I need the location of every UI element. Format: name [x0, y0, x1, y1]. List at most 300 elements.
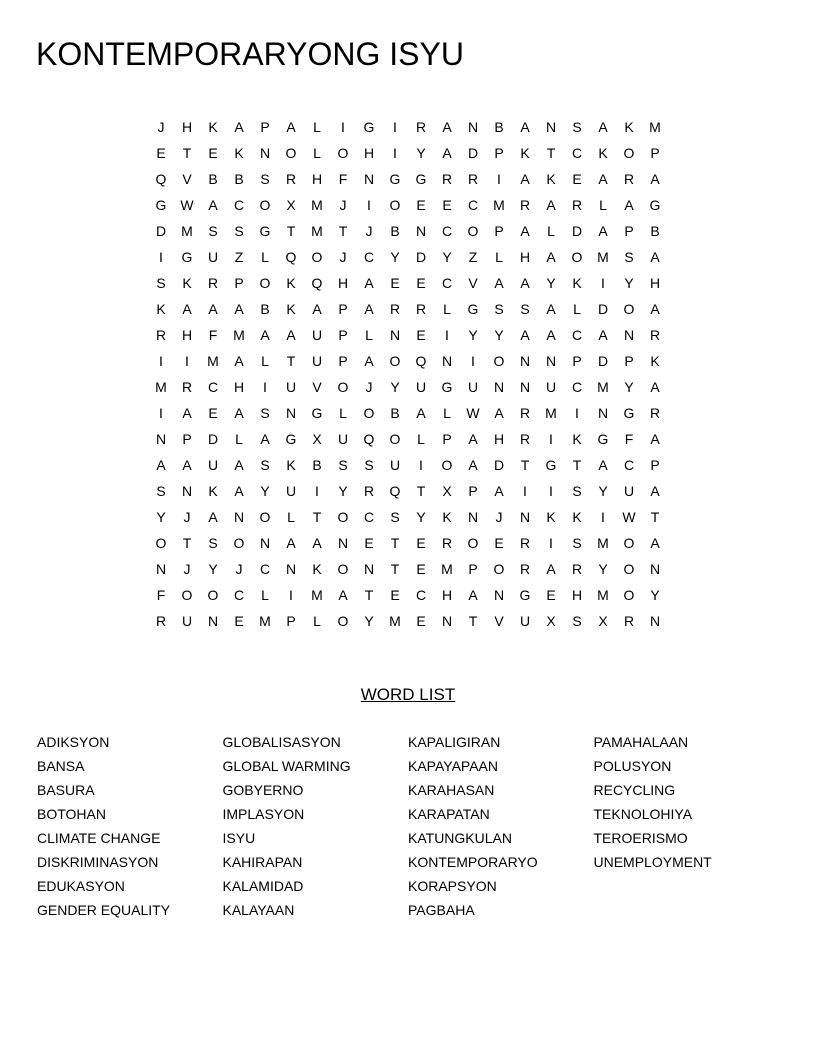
grid-letter: N	[259, 145, 271, 161]
grid-letter: N	[285, 561, 297, 577]
grid-letter: M	[233, 327, 245, 343]
grid-letter: H	[519, 249, 531, 265]
grid-letter: O	[363, 405, 375, 421]
word-list-item: KONTEMPORARYO	[408, 854, 538, 870]
grid-letter: H	[571, 587, 583, 603]
grid-letter: L	[547, 223, 555, 239]
grid-letter: S	[520, 301, 530, 317]
grid-letter: K	[598, 145, 608, 161]
grid-letter: T	[338, 223, 348, 239]
grid-letter: U	[311, 353, 323, 369]
grid-letter: O	[623, 301, 635, 317]
word-list-item: KATUNGKULAN	[408, 830, 512, 846]
word-list-item: TEROERISMO	[593, 830, 688, 846]
grid-letter: G	[649, 197, 661, 213]
grid-letter: L	[573, 301, 581, 317]
grid-letter: Y	[260, 483, 270, 499]
grid-letter: A	[546, 301, 556, 317]
grid-letter: O	[623, 587, 635, 603]
grid-letter: S	[260, 457, 270, 473]
grid-letter: P	[286, 613, 296, 629]
grid-letter: I	[393, 145, 397, 161]
grid-letter: H	[363, 145, 375, 161]
grid-letter: A	[234, 119, 244, 135]
grid-letter: K	[286, 275, 296, 291]
grid-letter: K	[286, 457, 296, 473]
grid-letter: Q	[155, 171, 167, 187]
grid-letter: S	[156, 483, 166, 499]
grid-letter: Q	[389, 483, 401, 499]
grid-letter: L	[365, 327, 373, 343]
grid-letter: I	[315, 483, 319, 499]
grid-letter: J	[157, 119, 165, 135]
grid-letter: T	[520, 457, 530, 473]
grid-letter: T	[572, 457, 582, 473]
grid-letter: R	[155, 613, 167, 629]
grid-letter: A	[598, 327, 608, 343]
grid-letter: U	[337, 431, 349, 447]
grid-letter: E	[234, 613, 244, 629]
grid-letter: O	[441, 457, 453, 473]
grid-letter: D	[493, 457, 505, 473]
grid-letter: R	[207, 275, 219, 291]
grid-letter: A	[650, 301, 660, 317]
word-list-item: KAHIRAPAN	[222, 854, 303, 870]
grid-letter: S	[260, 405, 270, 421]
grid-letter: J	[339, 197, 347, 213]
grid-letter: L	[313, 145, 321, 161]
grid-letter: T	[416, 483, 426, 499]
grid-letter: I	[289, 587, 293, 603]
grid-letter: X	[598, 613, 608, 629]
grid-letter: U	[311, 327, 323, 343]
grid-letter: D	[597, 353, 609, 369]
grid-letter: U	[181, 613, 193, 629]
grid-letter: O	[493, 353, 505, 369]
grid-letter: A	[546, 561, 556, 577]
word-list-item: KORAPSYON	[408, 878, 497, 894]
grid-letter: A	[234, 405, 244, 421]
word-list-item: UNEMPLOYMENT	[593, 854, 712, 870]
grid-letter: U	[545, 379, 557, 395]
grid-letter: C	[571, 379, 583, 395]
grid-letter: A	[468, 431, 478, 447]
grid-letter: O	[337, 145, 349, 161]
grid-letter: G	[623, 405, 635, 421]
grid-letter: A	[182, 457, 192, 473]
grid-letter: I	[341, 119, 345, 135]
grid-letter: Y	[390, 249, 400, 265]
grid-letter: X	[286, 197, 296, 213]
grid-letter: E	[416, 561, 426, 577]
word-list-item: PAMAHALAAN	[593, 734, 689, 750]
letter-grid	[148, 114, 668, 634]
grid-letter: Y	[208, 561, 218, 577]
grid-letter: E	[442, 197, 452, 213]
grid-letter: P	[572, 353, 582, 369]
word-list-item: KAPALIGIRAN	[408, 734, 501, 750]
grid-letter: L	[599, 197, 607, 213]
word-list-item: KALAYAAN	[222, 902, 295, 918]
grid-letter: K	[182, 275, 192, 291]
grid-letter: O	[493, 561, 505, 577]
grid-letter: A	[650, 431, 660, 447]
grid-letter: V	[182, 171, 192, 187]
grid-letter: A	[442, 119, 452, 135]
grid-letter: A	[468, 587, 478, 603]
grid-letter: Y	[364, 613, 374, 629]
grid-letter: C	[233, 587, 245, 603]
grid-letter: D	[207, 431, 219, 447]
grid-letter: A	[286, 119, 296, 135]
grid-letter: R	[519, 405, 531, 421]
word-list-column	[594, 730, 780, 922]
grid-letter: G	[597, 431, 609, 447]
grid-letter: L	[443, 301, 451, 317]
grid-letter: A	[234, 457, 244, 473]
grid-letter: T	[650, 509, 660, 525]
grid-letter: S	[494, 301, 504, 317]
grid-letter: G	[363, 119, 375, 135]
grid-letter: I	[549, 483, 553, 499]
grid-letter: O	[337, 561, 349, 577]
grid-letter: E	[390, 587, 400, 603]
word-list-item: KARAPATAN	[408, 806, 490, 822]
grid-letter: T	[468, 613, 478, 629]
grid-letter: F	[624, 431, 634, 447]
grid-letter: T	[390, 561, 400, 577]
word-list-item: BOTOHAN	[37, 806, 106, 822]
grid-letter: I	[185, 353, 189, 369]
grid-letter: N	[467, 509, 479, 525]
grid-letter: S	[572, 119, 582, 135]
grid-letter: L	[261, 249, 269, 265]
grid-letter: T	[312, 509, 322, 525]
grid-letter: R	[623, 171, 635, 187]
grid-letter: P	[234, 275, 244, 291]
grid-letter: T	[286, 223, 296, 239]
word-list-item: IMPLASYON	[222, 806, 305, 822]
grid-letter: A	[182, 301, 192, 317]
word-list-item: BANSA	[37, 758, 85, 774]
grid-letter: R	[285, 171, 297, 187]
grid-letter: I	[419, 457, 423, 473]
grid-letter: I	[497, 171, 501, 187]
grid-letter: A	[598, 119, 608, 135]
word-list-item: GENDER EQUALITY	[37, 902, 171, 918]
grid-letter: B	[390, 405, 400, 421]
grid-letter: A	[156, 457, 166, 473]
grid-letter: O	[623, 535, 635, 551]
grid-letter: O	[337, 613, 349, 629]
grid-letter: E	[416, 275, 426, 291]
grid-letter: L	[313, 119, 321, 135]
grid-letter: E	[156, 145, 166, 161]
grid-letter: M	[389, 613, 401, 629]
grid-letter: H	[233, 379, 245, 395]
grid-letter: M	[597, 379, 609, 395]
grid-letter: E	[416, 535, 426, 551]
grid-letter: N	[545, 353, 557, 369]
grid-letter: M	[311, 223, 323, 239]
grid-letter: Q	[415, 353, 427, 369]
grid-letter: J	[235, 561, 243, 577]
grid-letter: C	[233, 197, 245, 213]
grid-letter: D	[155, 223, 167, 239]
grid-letter: U	[389, 457, 401, 473]
grid-letter: O	[389, 197, 401, 213]
grid-letter: X	[442, 483, 452, 499]
grid-letter: G	[519, 587, 531, 603]
grid-letter: P	[650, 145, 660, 161]
grid-letter: P	[442, 431, 452, 447]
grid-letter: M	[649, 119, 661, 135]
grid-letter: L	[313, 613, 321, 629]
grid-letter: R	[571, 561, 583, 577]
grid-letter: E	[208, 145, 218, 161]
grid-letter: T	[286, 353, 296, 369]
grid-letter: F	[338, 171, 348, 187]
grid-letter: A	[650, 379, 660, 395]
grid-letter: I	[601, 275, 605, 291]
grid-letter: I	[471, 353, 475, 369]
grid-letter: U	[285, 379, 297, 395]
grid-letter: C	[259, 561, 271, 577]
grid-letter: A	[650, 249, 660, 265]
grid-letter: A	[520, 171, 530, 187]
grid-letter: R	[519, 431, 531, 447]
grid-letter: R	[467, 171, 479, 187]
word-list-item: TEKNOLOHIYA	[593, 806, 693, 822]
grid-letter: S	[208, 223, 218, 239]
grid-letter: A	[520, 327, 530, 343]
grid-letter: A	[208, 509, 218, 525]
grid-letter: A	[260, 431, 270, 447]
grid-letter: M	[545, 405, 557, 421]
grid-letter: U	[519, 613, 531, 629]
word-list-item: CLIMATE CHANGE	[37, 830, 161, 846]
grid-letter: B	[494, 119, 504, 135]
grid-letter: G	[311, 405, 323, 421]
grid-letter: E	[494, 535, 504, 551]
grid-letter: I	[523, 483, 527, 499]
grid-letter: M	[493, 197, 505, 213]
grid-letter: A	[234, 353, 244, 369]
grid-letter: K	[572, 509, 582, 525]
grid-letter: C	[571, 145, 583, 161]
grid-letter: R	[571, 197, 583, 213]
grid-letter: A	[468, 457, 478, 473]
grid-letter: Y	[390, 379, 400, 395]
grid-letter: O	[181, 587, 193, 603]
grid-letter: L	[339, 405, 347, 421]
grid-letter: W	[180, 197, 194, 213]
grid-letter: V	[494, 613, 504, 629]
grid-letter: M	[311, 587, 323, 603]
grid-letter: I	[367, 197, 371, 213]
grid-letter: N	[207, 613, 219, 629]
grid-letter: T	[364, 587, 374, 603]
grid-letter: T	[390, 535, 400, 551]
grid-letter: F	[156, 587, 166, 603]
grid-letter: S	[208, 535, 218, 551]
grid-letter: G	[155, 197, 167, 213]
grid-letter: T	[546, 145, 556, 161]
word-list-item: KAPAYAPAAN	[408, 758, 498, 774]
grid-letter: A	[520, 119, 530, 135]
grid-letter: D	[415, 249, 427, 265]
grid-letter: L	[417, 431, 425, 447]
grid-letter: B	[312, 457, 322, 473]
grid-letter: N	[259, 535, 271, 551]
grid-letter: H	[493, 431, 505, 447]
grid-letter: G	[441, 379, 453, 395]
grid-letter: M	[311, 197, 323, 213]
grid-letter: N	[285, 405, 297, 421]
grid-letter: T	[182, 145, 192, 161]
grid-letter: N	[181, 483, 193, 499]
grid-letter: E	[390, 275, 400, 291]
grid-letter: J	[365, 379, 373, 395]
grid-letter: H	[441, 587, 453, 603]
grid-letter: K	[234, 145, 244, 161]
grid-letter: U	[415, 379, 427, 395]
grid-letter: I	[549, 431, 553, 447]
word-list-item: KARAHASAN	[408, 782, 495, 798]
grid-letter: A	[234, 301, 244, 317]
grid-letter: A	[312, 301, 322, 317]
grid-letter: S	[572, 483, 582, 499]
word-list-item: PAGBAHA	[408, 902, 475, 918]
grid-letter: W	[622, 509, 636, 525]
grid-letter: Y	[494, 327, 504, 343]
grid-letter: R	[649, 327, 661, 343]
grid-letter: N	[493, 379, 505, 395]
grid-letter: M	[259, 613, 271, 629]
grid-letter: J	[183, 561, 191, 577]
word-list-item: KALAMIDAD	[222, 878, 304, 894]
grid-letter: K	[650, 353, 660, 369]
grid-letter: R	[389, 301, 401, 317]
grid-letter: R	[415, 301, 427, 317]
grid-letter: P	[624, 223, 634, 239]
word-list-item: ADIKSYON	[37, 734, 110, 750]
grid-letter: A	[312, 535, 322, 551]
grid-letter: K	[572, 431, 582, 447]
grid-letter: G	[181, 249, 193, 265]
grid-letter: Y	[416, 509, 426, 525]
grid-letter: R	[519, 197, 531, 213]
grid-letter: N	[467, 119, 479, 135]
grid-letter: P	[182, 431, 192, 447]
grid-letter: W	[466, 405, 480, 421]
grid-letter: M	[597, 249, 609, 265]
grid-letter: Y	[624, 275, 634, 291]
grid-letter: Y	[156, 509, 166, 525]
grid-letter: A	[208, 197, 218, 213]
grid-letter: R	[649, 405, 661, 421]
grid-letter: N	[649, 613, 661, 629]
grid-letter: A	[624, 197, 634, 213]
grid-letter: A	[650, 171, 660, 187]
grid-letter: N	[493, 587, 505, 603]
grid-letter: C	[571, 327, 583, 343]
grid-letter: S	[390, 509, 400, 525]
grid-letter: K	[624, 119, 634, 135]
grid-letter: N	[233, 509, 245, 525]
grid-letter: X	[546, 613, 556, 629]
grid-letter: A	[338, 587, 348, 603]
grid-letter: E	[416, 197, 426, 213]
grid-letter: N	[545, 119, 557, 135]
grid-letter: I	[263, 379, 267, 395]
grid-letter: N	[389, 327, 401, 343]
grid-letter: O	[389, 431, 401, 447]
word-list-column	[37, 730, 223, 922]
grid-letter: O	[623, 145, 635, 161]
grid-letter: S	[260, 171, 270, 187]
grid-letter: J	[365, 223, 373, 239]
grid-letter: A	[546, 197, 556, 213]
grid-letter: E	[546, 587, 556, 603]
grid-letter: K	[546, 171, 556, 187]
grid-letter: B	[390, 223, 400, 239]
grid-letter: A	[520, 223, 530, 239]
grid-letter: R	[181, 379, 193, 395]
word-list-item: ISYU	[222, 830, 256, 846]
word-list-item: GOBYERNO	[222, 782, 304, 798]
grid-letter: G	[467, 301, 479, 317]
grid-letter: Y	[338, 483, 348, 499]
grid-letter: J	[495, 509, 503, 525]
grid-letter: K	[208, 483, 218, 499]
word-list-item: EDUKASYON	[37, 878, 125, 894]
grid-letter: R	[519, 535, 531, 551]
grid-letter: N	[441, 613, 453, 629]
grid-letter: C	[623, 457, 635, 473]
grid-letter: G	[415, 171, 427, 187]
grid-letter: A	[598, 457, 608, 473]
grid-letter: N	[597, 405, 609, 421]
grid-letter: B	[260, 301, 270, 317]
grid-letter: I	[393, 119, 397, 135]
grid-letter: C	[441, 223, 453, 239]
grid-letter: O	[311, 249, 323, 265]
grid-letter: I	[601, 509, 605, 525]
grid-letter: K	[286, 301, 296, 317]
grid-letter: O	[467, 535, 479, 551]
grid-letter: B	[650, 223, 660, 239]
grid-letter: L	[495, 249, 503, 265]
grid-letter: B	[208, 171, 218, 187]
grid-letter: N	[519, 353, 531, 369]
grid-letter: S	[364, 457, 374, 473]
grid-letter: A	[234, 483, 244, 499]
grid-letter: U	[285, 483, 297, 499]
grid-letter: P	[494, 223, 504, 239]
grid-letter: D	[571, 223, 583, 239]
grid-letter: G	[545, 457, 557, 473]
grid-letter: A	[546, 327, 556, 343]
grid-letter: O	[259, 197, 271, 213]
grid-letter: R	[363, 483, 375, 499]
grid-letter: I	[445, 327, 449, 343]
grid-letter: M	[597, 587, 609, 603]
word-list-item: BASURA	[37, 782, 95, 798]
grid-letter: S	[338, 457, 348, 473]
grid-letter: P	[338, 353, 348, 369]
grid-letter: A	[286, 327, 296, 343]
